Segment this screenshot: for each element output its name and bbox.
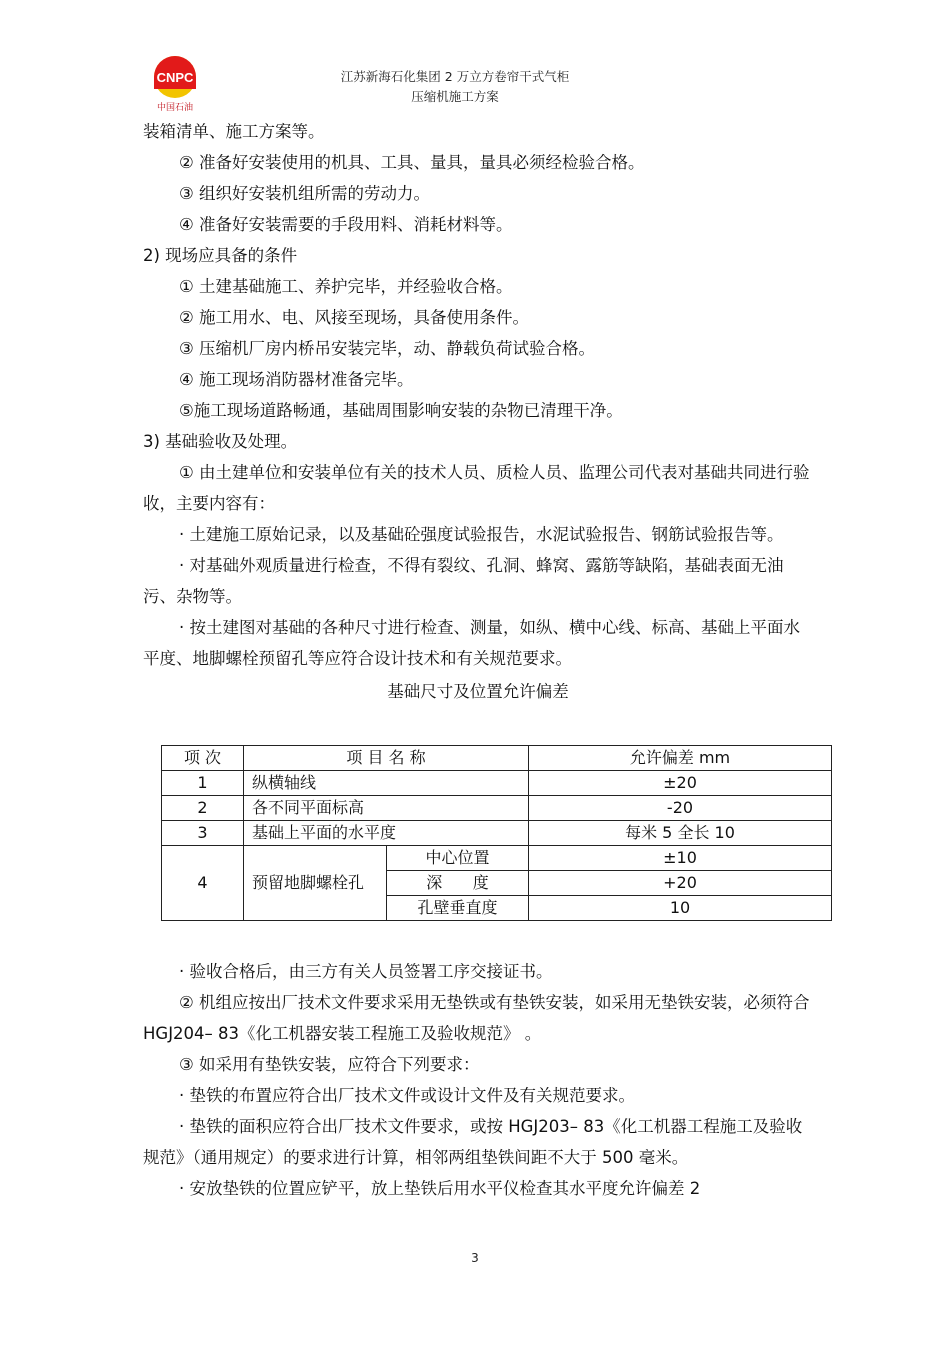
paragraph: · 垫铁的面积应符合出厂技术文件要求，或按 HGJ203– 83《化工机器工程施工及验收规范》（通用规定）的要求进行计算，相邻两组垫铁间距不大于 500 毫米。 [143, 1117, 803, 1167]
paragraph: · 验收合格后，由三方有关人员签署工序交接证书。 [179, 962, 553, 981]
section-heading: 3) 基础验收及处理。 [143, 432, 298, 451]
row-no: 2 [162, 796, 244, 821]
body-text-continued [143, 956, 813, 1204]
paragraph: · 按土建图对基础的各种尺寸进行检查、测量，如纵、横中心线、标高、基础上平面水平度、地脚螺栓预留孔等应符合设计技术和有关规范要求。 [143, 618, 800, 668]
header-item: 项 目 名 称 [244, 746, 529, 771]
paragraph: ② 准备好安装使用的机具、工具、量具，量具必须经检验合格。 [179, 153, 645, 172]
table-row [162, 796, 832, 821]
header-no: 项 次 [162, 746, 244, 771]
row-no: 4 [162, 846, 244, 921]
sub-item: 孔壁垂直度 [387, 896, 529, 921]
row-tol: -20 [529, 796, 832, 821]
row-tol: 10 [529, 896, 832, 921]
paragraph: ④ 准备好安装需要的手段用料、消耗材料等。 [179, 215, 513, 234]
paragraph: ② 机组应按出厂技术文件要求采用无垫铁或有垫铁安装，如采用无垫铁安装，必须符合 HGJ204– 83《化工机器安装工程施工及验收规范》 。 [143, 993, 810, 1043]
header-line-1: 江苏新海石化集团 2 万立方卷帘干式气柜 [340, 69, 570, 84]
row-tol: +20 [529, 871, 832, 896]
row-no: 3 [162, 821, 244, 846]
paragraph: ③ 组织好安装机组所需的劳动力。 [179, 184, 431, 203]
table-header-row [162, 746, 832, 771]
paragraph: · 垫铁的布置应符合出厂技术文件或设计文件及有关规范要求。 [179, 1086, 635, 1105]
sub-item: 中心位置 [387, 846, 529, 871]
paragraph: · 安放垫铁的位置应铲平，放上垫铁后用水平仪检查其水平度允许偏差 2 [179, 1179, 701, 1198]
table-title: 基础尺寸及位置允许偏差 [387, 682, 569, 701]
body-text [143, 116, 813, 715]
row-tol: ±20 [529, 771, 832, 796]
table-row [162, 771, 832, 796]
paragraph: ⑤施工现场道路畅通，基础周围影响安装的杂物已清理干净。 [179, 401, 623, 420]
logo-text: CNPC [156, 70, 194, 85]
logo-caption: 中国石油 [156, 103, 194, 113]
paragraph: ① 土建基础施工、养护完毕，并经验收合格。 [179, 277, 513, 296]
row-no: 1 [162, 771, 244, 796]
header-tol: 允许偏差 mm [529, 746, 832, 771]
table-row [162, 846, 832, 871]
row-item: 基础上平面的水平度 [244, 821, 529, 846]
row-tol: ±10 [529, 846, 832, 871]
tolerance-table [161, 745, 832, 921]
paragraph: ③ 如采用有垫铁安装，应符合下列要求： [179, 1055, 480, 1074]
paragraph: ③ 压缩机厂房内桥吊安装完毕，动、静载负荷试验合格。 [179, 339, 596, 358]
sub-item: 深 度 [387, 871, 529, 896]
paragraph: 装箱清单、施工方案等。 [143, 122, 325, 141]
paragraph: ① 由土建单位和安装单位有关的技术人员、质检人员、监理公司代表对基础共同进行验收，主要内容有： [143, 463, 810, 513]
row-item: 预留地脚螺栓孔 [244, 846, 387, 921]
cnpc-logo [143, 55, 207, 113]
section-heading: 2) 现场应具备的条件 [143, 246, 298, 265]
paragraph: ④ 施工现场消防器材准备完毕。 [179, 370, 414, 389]
row-item: 纵横轴线 [244, 771, 529, 796]
paragraph: · 对基础外观质量进行检查，不得有裂纹、孔洞、蜂窝、露筋等缺陷，基础表面无油污、杂物等。 [143, 556, 784, 606]
row-tol: 每米 5 全长 10 [529, 821, 832, 846]
header-line-2: 压缩机施工方案 [411, 89, 499, 104]
page-number: 3 [471, 1251, 479, 1265]
row-item: 各不同平面标高 [244, 796, 529, 821]
table-row [162, 821, 832, 846]
paragraph: · 土建施工原始记录，以及基础砼强度试验报告，水泥试验报告、钢筋试验报告等。 [179, 525, 784, 544]
paragraph: ② 施工用水、电、风接至现场，具备使用条件。 [179, 308, 530, 327]
page-header [300, 67, 610, 107]
